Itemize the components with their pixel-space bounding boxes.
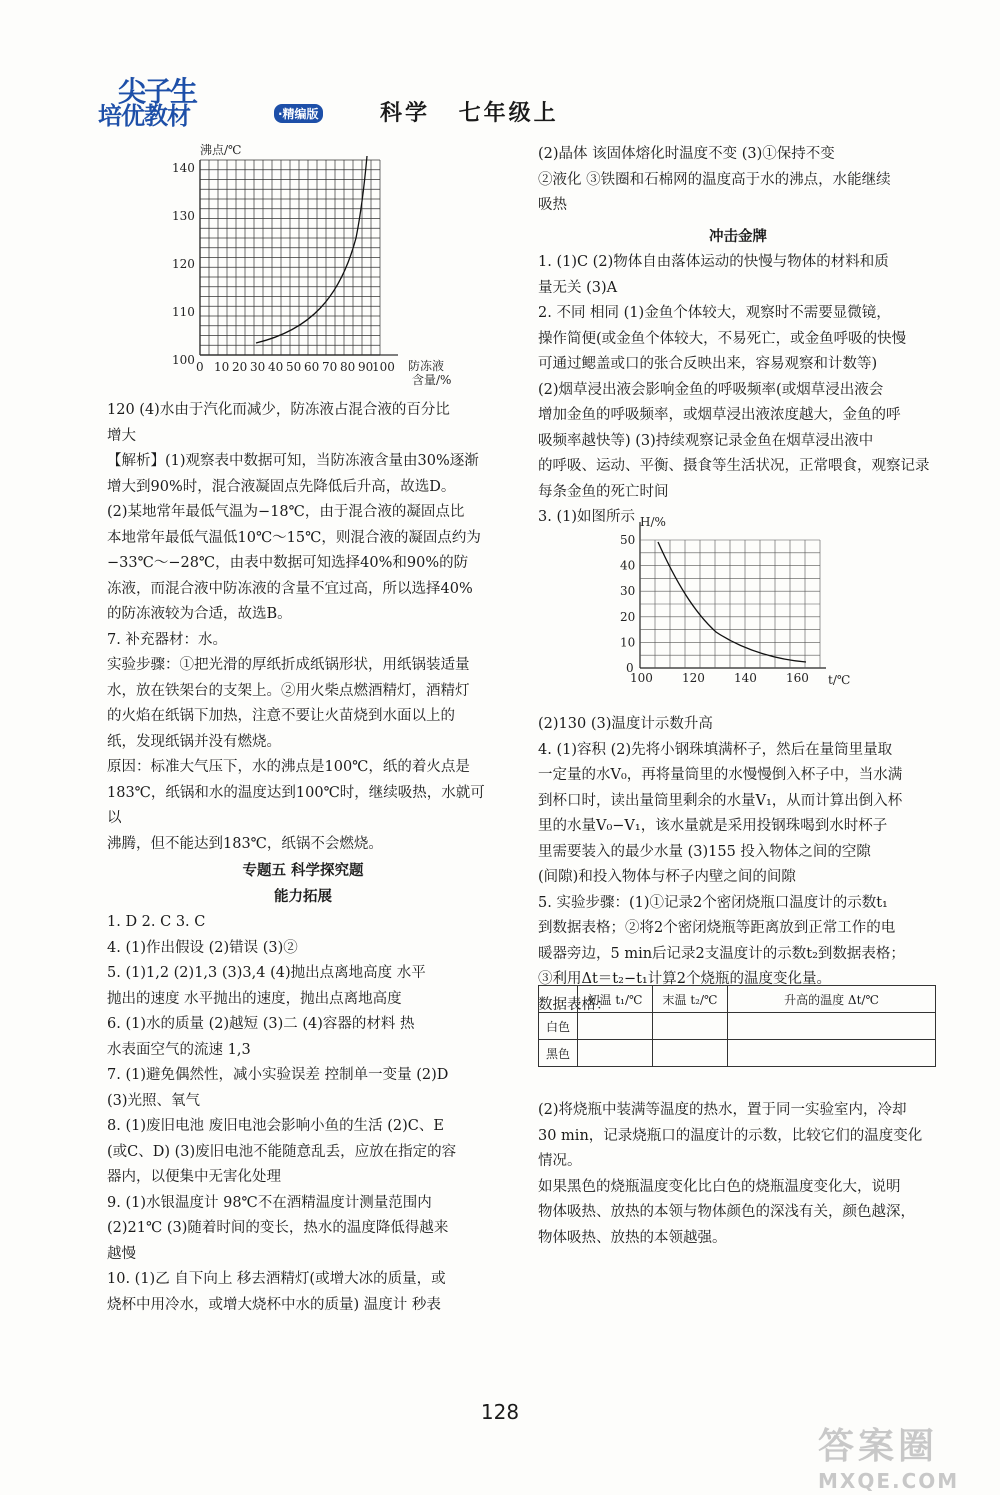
- chart2-y-tick: 30: [620, 584, 636, 599]
- table-cell: [578, 1013, 653, 1040]
- logo-line2: 培优教材: [98, 102, 190, 130]
- text-line: (2)某地常年最低气温为−18℃，由于混合液的凝固点比: [107, 504, 465, 520]
- text-line: 本地常年最低气温低10℃～15℃，则混合液的凝固点约为: [107, 529, 481, 546]
- chart1-y-tick: 140: [172, 161, 195, 175]
- logo-line1: 尖子生: [118, 75, 197, 108]
- text-line: (或C、D) (3)废旧电池不能随意乱丢，应放在指定的容: [107, 1143, 457, 1160]
- text-line: 30 min，记录烧瓶口的温度计的示数，比较它们的温度变化: [538, 1127, 923, 1144]
- text-line: 器内，以便集中无害化处理: [107, 1169, 281, 1185]
- text-line: 冻液，而混合液中防冻液的含量不宜过高，所以选择40%: [107, 580, 473, 597]
- text-line: 一定量的水V₀，再将量筒里的水慢慢倒入杯子中，当水满: [538, 767, 903, 783]
- chart1-y-tick: 130: [172, 209, 195, 223]
- text-line: 2. 不同 相同 (1)金鱼个体较大，观察时不需要显微镜，: [538, 305, 891, 321]
- chart1-x-tick: 0: [196, 360, 204, 374]
- text-line: 4. (1)容积 (2)先将小钢珠填满杯子，然后在量筒里量取: [538, 741, 893, 758]
- watermark-logo: [818, 1418, 959, 1493]
- chart2-x-tick: 160: [786, 671, 809, 685]
- text-line: 7. (1)避免偶然性，减小实验误差 控制单一变量 (2)D: [107, 1067, 449, 1083]
- text-line: 水，放在铁架台的支架上。②用火柴点燃酒精灯，酒精灯: [107, 682, 470, 699]
- chart1-curve: [256, 156, 367, 343]
- chart1-x-tick: 50: [286, 360, 302, 374]
- h-temperature-chart: [606, 512, 866, 687]
- text-line: (2)21℃ (3)随着时间的变长，热水的温度降低得越来: [107, 1220, 449, 1236]
- page-header: [88, 70, 988, 130]
- text-line: 8. (1)废旧电池 废旧电池会影响小鱼的生活 (2)C、E: [107, 1118, 444, 1134]
- text-line: 1. (1)C (2)物体自由落体运动的快慢与物体的材料和质: [538, 254, 889, 270]
- text-line: 水表面空气的流速 1,3: [107, 1041, 251, 1058]
- text-line: (2)130 (3)温度计示数升高: [538, 716, 713, 732]
- table-row: [539, 1013, 936, 1040]
- chart1-x-tick: 80: [340, 360, 356, 374]
- chart1-x-tick: 10: [214, 360, 230, 374]
- table-header-cell: 升高的温度 Δt/℃: [728, 986, 936, 1013]
- table-cell: [653, 1013, 728, 1040]
- text-line: 情况。: [538, 1153, 582, 1169]
- text-line: (2)将烧瓶中装满等温度的热水，置于同一实验室内，冷却: [538, 1102, 907, 1118]
- subsection-ability: 能力拓展: [274, 888, 332, 905]
- text-line: 吸热: [538, 197, 567, 213]
- text-line: 到杯口时，读出量筒里剩余的水量V₁，从而计算出倒入杯: [538, 792, 903, 809]
- logo-badge: ·精编版: [274, 104, 323, 123]
- right-column-part1: [538, 142, 938, 531]
- text-line: 烧杯中用冷水，或增大烧杯中水的质量) 温度计 秒表: [107, 1296, 441, 1313]
- right-column-part2: [538, 712, 938, 1018]
- section-title-5: 专题五 科学探究题: [242, 863, 364, 879]
- table-cell: [653, 1040, 728, 1067]
- table-cell: 黑色: [539, 1040, 578, 1067]
- chart1-y-tick: 110: [172, 305, 195, 319]
- table-header-cell: 初温 t₁/℃: [578, 986, 653, 1013]
- text-line: 原因：标准大气压下，水的沸点是100℃，纸的着火点是: [107, 759, 470, 775]
- book-title: 科学 七年级上: [380, 101, 559, 126]
- text-line: 的火焰在纸锅下加热，注意不要让火苗烧到水面以上的: [107, 708, 455, 724]
- table-cell: [728, 1040, 936, 1067]
- text-line: 实验步骤：①把光滑的厚纸折成纸锅形状，用纸锅装适量: [107, 657, 470, 673]
- section-gold: 冲击金牌: [709, 228, 767, 245]
- text-line: 5. 实验步骤：(1)①记录2个密闭烧瓶口温度计的示数t₁: [538, 894, 888, 911]
- text-line: 4. (1)作出假设 (2)错误 (3)②: [107, 939, 298, 956]
- chart1-xlabel-1: 防冻液: [408, 359, 445, 373]
- boiling-point-chart: [160, 138, 460, 400]
- chart1-ylabel: 沸点/℃: [200, 143, 242, 157]
- text-line: 6. (1)水的质量 (2)越短 (3)二 (4)容器的材料 热: [107, 1016, 415, 1032]
- text-line: 120 (4)水由于汽化而减少，防冻液占混合液的百分比: [107, 402, 450, 418]
- chart2-y-tick: 20: [620, 609, 636, 624]
- text-line: (2)晶体 该固体熔化时温度不变 (3)①保持不变: [538, 146, 835, 162]
- text-line: (3)光照、氧气: [107, 1092, 201, 1109]
- text-line: 183℃，纸锅和水的温度达到100℃时，继续吸热，水就可以: [107, 784, 485, 826]
- text-line: (间隙)和投入物体与杯子内壁之间的间隙: [538, 869, 796, 885]
- table-cell: [728, 1013, 936, 1040]
- chart1-x-tick: 70: [322, 360, 338, 374]
- text-line: 3. (1)如图所示: [538, 509, 635, 525]
- text-line: −33℃～−28℃，由表中数据可知选择40%和90%的防: [107, 555, 469, 571]
- text-line: 如果黑色的烧瓶温度变化比白色的烧瓶温度变化大，说明: [538, 1178, 901, 1195]
- chart2-curve: [658, 542, 806, 662]
- chart1-y-tick: 100: [172, 353, 195, 367]
- text-line: ②液化 ③铁圈和石棉网的温度高于水的沸点，水能继续: [538, 171, 891, 188]
- chart1-x-tick: 90: [358, 360, 374, 374]
- text-line: 的防冻液较为合适，故选B。: [107, 606, 292, 622]
- text-line: 【解析】(1)观察表中数据可知，当防冻液含量由30%逐渐: [107, 453, 479, 469]
- text-line: 9. (1)水银温度计 98℃不在酒精温度计测量范围内: [107, 1194, 432, 1211]
- chart2-y-tick: 40: [620, 558, 636, 573]
- text-line: 抛出的速度 水平抛出的速度，抛出点离地高度: [107, 990, 402, 1007]
- right-column-part3: [538, 1098, 938, 1251]
- watermark-line1: 答案圈: [818, 1426, 939, 1467]
- text-line: 纸，发现纸锅并没有燃烧。: [107, 733, 281, 750]
- text-line: 数据表格：: [538, 996, 611, 1013]
- text-line: 每条金鱼的死亡时间: [538, 483, 669, 500]
- text-line: 沸腾，但不能达到183℃，纸锅不会燃烧。: [107, 835, 383, 852]
- text-line: 物体吸热、放热的本领与物体颜色的深浅有关，颜色越深，: [538, 1204, 915, 1220]
- table-row: [539, 1040, 936, 1067]
- text-line: 操作简便(或金鱼个体较大，不易死亡，或金鱼呼吸的快慢: [538, 330, 907, 347]
- text-line: 增大到90%时，混合液凝固点先降低后升高，故选D。: [107, 478, 456, 495]
- chart2-y-tick: 10: [620, 635, 636, 650]
- text-line: 的呼吸、运动、平衡、摄食等生活状况，正常喂食，观察记录: [538, 458, 930, 474]
- text-line: 里需要装入的最少水量 (3)155 投入物体之间的空隙: [538, 843, 871, 860]
- chart2-x-tick: 120: [682, 671, 705, 685]
- text-line: 增加金鱼的呼吸频率，或烟草浸出液浓度越大，金鱼的呼: [538, 407, 901, 423]
- table-cell: 白色: [539, 1013, 578, 1040]
- text-line: 1. D 2. C 3. C: [107, 914, 206, 930]
- chart2-y-tick: 0: [626, 661, 634, 675]
- text-line: 暖器旁边，5 min后记录2支温度计的示数t₂到数据表格；: [538, 945, 905, 962]
- watermark-line2: MXQE.COM: [818, 1469, 960, 1493]
- chart1-x-tick: 20: [232, 360, 248, 374]
- data-table: [538, 985, 936, 1067]
- table-header-cell: [539, 986, 578, 1013]
- chart1-x-tick: 60: [304, 360, 320, 374]
- text-line: 到数据表格；②将2个密闭烧瓶等距离放到正常工作的电: [538, 920, 896, 936]
- page-number: 128: [480, 1400, 520, 1424]
- chart1-x-tick: 100: [372, 360, 395, 374]
- table-cell: [578, 1040, 653, 1067]
- chart2-x-tick: 100: [630, 671, 653, 685]
- text-line: 量无关 (3)A: [538, 279, 618, 296]
- chart1-xlabel-2: 含量/%: [412, 373, 452, 387]
- left-column-part1: [107, 398, 499, 1318]
- text-line: 里的水量V₀−V₁，该水量就是采用投钢珠喝到水时杯子: [538, 818, 888, 834]
- chart1-x-tick: 40: [268, 360, 284, 374]
- text-line: ③利用Δt＝t₂−t₁计算2个烧瓶的温度变化量。: [538, 971, 831, 987]
- chart1-x-tick: 30: [250, 360, 266, 374]
- publisher-logo: [88, 70, 358, 130]
- text-line: 7. 补充器材：水。: [107, 631, 227, 648]
- text-line: 5. (1)1,2 (2)1,3 (3)3,4 (4)抛出点离地高度 水平: [107, 965, 426, 981]
- chart1-y-tick: 120: [172, 257, 195, 271]
- table-header-cell: 末温 t₂/℃: [653, 986, 728, 1013]
- chart2-xlabel: t/℃: [828, 673, 851, 687]
- chart2-y-tick: 50: [620, 533, 636, 547]
- text-line: 增大: [107, 427, 136, 444]
- text-line: 越慢: [107, 1245, 136, 1262]
- table-header-row: [539, 986, 936, 1013]
- text-line: 吸频率越快等) (3)持续观察记录金鱼在烟草浸出液中: [538, 432, 874, 449]
- text-line: 可通过鳃盖或口的张合反映出来，容易观察和计数等): [538, 356, 878, 372]
- text-line: (2)烟草浸出液会影响金鱼的呼吸频率(或烟草浸出液会: [538, 381, 884, 398]
- text-line: 10. (1)乙 自下向上 移去酒精灯(或增大冰的质量，或: [107, 1271, 446, 1287]
- chart2-x-tick: 140: [734, 671, 757, 685]
- chart2-ylabel: H/%: [640, 515, 666, 529]
- text-line: 物体吸热、放热的本领越强。: [538, 1229, 727, 1246]
